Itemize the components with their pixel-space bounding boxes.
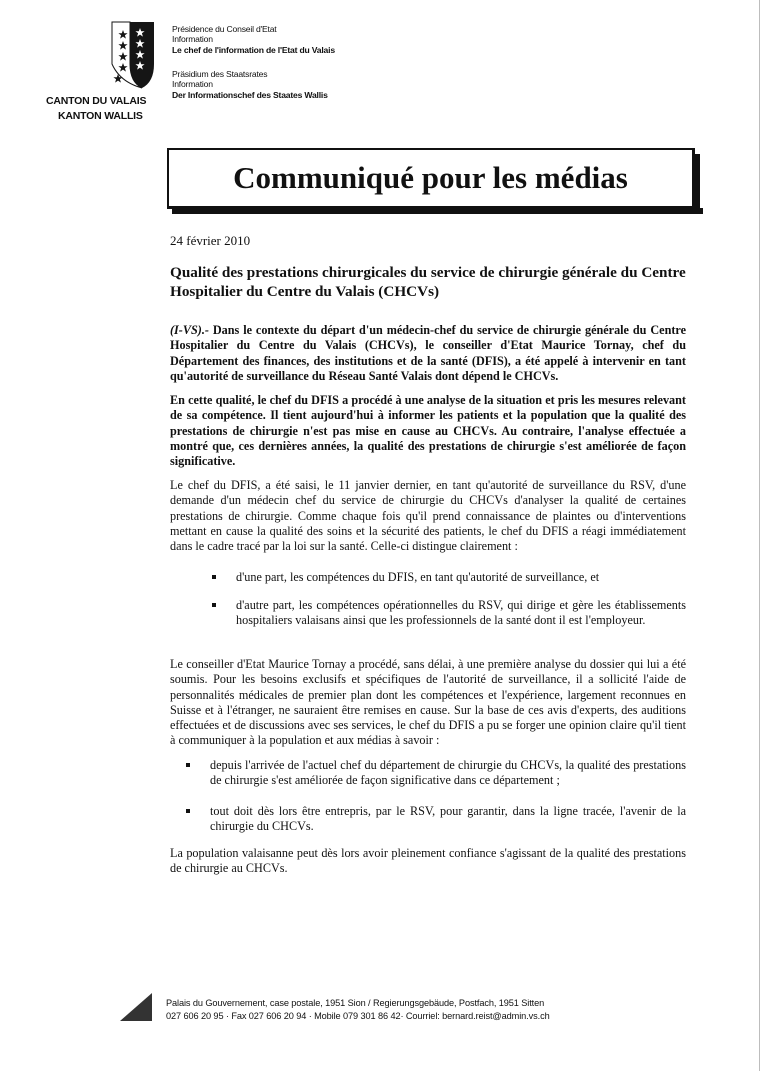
canton-valais-coat-of-arms-icon bbox=[110, 20, 162, 90]
header-fr-line: Information bbox=[172, 34, 213, 45]
title-box bbox=[167, 148, 695, 209]
list-item-text: tout doit dès lors être entrepris, par le RSV, pour garantir, dans la ligne tracée, l'avenir de la chirurgie du CHCVs. bbox=[210, 804, 686, 834]
paragraph-intro bbox=[170, 323, 686, 384]
bullet-icon bbox=[212, 575, 216, 579]
paragraph-intro-lead: (I-VS).- bbox=[170, 323, 209, 337]
press-date: 24 février 2010 bbox=[170, 233, 251, 248]
list-item-text: depuis l'arrivée de l'actuel chef du département de chirurgie du CHCVs, la qualité des prestations de chirurgie s'est améliorée de façon significative dans ce département ; bbox=[210, 758, 686, 788]
list-item-text: d'une part, les compétences du DFIS, en tant qu'autorité de surveillance, et bbox=[236, 570, 600, 584]
list-item bbox=[210, 758, 686, 789]
header-fr-line: Le chef de l'information de l'Etat du Valais bbox=[172, 44, 335, 55]
paragraph-intro-text: Dans le contexte du départ d'un médecin-chef du service de chirurgie générale du Centre Hospitalier du Centre du Valais (CHCVs), le conseiller d'Etat Maurice Tornay, chef du Département des finances, des institutions et de la santé (DFIS), a été appelé à intervenir en tant qu'autorité de surveillance du Réseau Santé Valais dont dépend le CHCVs. bbox=[170, 323, 687, 383]
footer-contact: 027 606 20 95 · Fax 027 606 20 94 · Mobile 079 301 86 42· Courriel: bernard.reist@admin.vs.ch bbox=[166, 1011, 550, 1021]
paragraph-conclusion: La population valaisanne peut dès lors avoir pleinement confiance s'agissant de la qualité des prestations de chirurgie au CHCVs. bbox=[170, 846, 686, 876]
list-item bbox=[210, 804, 686, 835]
list-item bbox=[236, 570, 686, 585]
header-fr-line: Présidence du Conseil d'Etat bbox=[172, 24, 277, 34]
paragraph-analysis: Le conseiller d'Etat Maurice Tornay a procédé, sans délai, à une première analyse du dossier qui lui a été soumis. Pour les besoins exclusifs et spécifiques de l'autorité de surveillance, il a sollicité l'aide de personnalités médicales de premier plan dont les compétences et l'expérience, largement reconnues en Suisse et à l'étranger, ne sauraient être remises en cause. Sur la base de ces avis d'experts, des auditions effectuées et de discussions avec ses services, le chef du DFIS a pu se forger une opinion claire qu'il tient à communiquer à la population et aux médias à savoir : bbox=[170, 657, 686, 748]
list-item-text: d'autre part, les compétences opérationnelles du RSV, qui dirige et gère les établissements hospitaliers valaisans ainsi que les professionnels de la santé dont il est l'employeur. bbox=[236, 598, 686, 628]
header-de-line: Der Informationschef des Staates Wallis bbox=[172, 89, 328, 100]
footer-address: Palais du Gouvernement, case postale, 1951 Sion / Regierungsgebäude, Postfach, 1951 Sitten bbox=[166, 998, 545, 1008]
triangle-icon bbox=[120, 993, 152, 1021]
bullet-icon bbox=[186, 809, 190, 813]
title-box-shadow bbox=[172, 208, 703, 214]
canton-name-de: KANTON WALLIS bbox=[58, 110, 143, 122]
subject-heading: Qualité des prestations chirurgicales du service de chirurgie générale du Centre Hospitalier du Centre du Valais (CHCVs) bbox=[170, 264, 686, 300]
page-title: Communiqué pour les médias bbox=[233, 160, 628, 195]
header-de bbox=[172, 69, 328, 100]
header-de-line: Information bbox=[172, 79, 213, 90]
paragraph-quality: En cette qualité, le chef du DFIS a procédé à une analyse de la situation et pris les mesures relevant de sa compétence. Il tient aujourd'hui à informer les patients et la population que la qualité des prestations de chirurgie n'est pas mise en cause au CHCVs. Au contraire, l'analyse effectuée a montré que, ces dernières années, la qualité des prestations de chirurgie s'est améliorée de façon significative. bbox=[170, 393, 686, 469]
paragraph-context: Le chef du DFIS, a été saisi, le 11 janvier dernier, en tant qu'autorité de surveillance du RSV, d'une demande d'un médecin chef du service de chirurgie du CHCVs d'analyser la qualité de certaines prestations de chirurgie. Comme chaque fois qu'il prend connaissance de plaintes ou d'interventions mettant en cause la qualité des soins et la sécurité des patients, le chef du DFIS a réagi immédiatement dans le cadre tracé par la loi sur la santé. Celle-ci distingue clairement : bbox=[170, 478, 686, 554]
bullet-icon bbox=[212, 603, 216, 607]
bullet-icon bbox=[186, 763, 190, 767]
canton-name-fr: CANTON DU VALAIS bbox=[46, 95, 147, 107]
list-item bbox=[236, 598, 686, 629]
header-fr bbox=[172, 24, 335, 55]
header-de-line: Präsidium des Staatsrates bbox=[172, 69, 268, 79]
